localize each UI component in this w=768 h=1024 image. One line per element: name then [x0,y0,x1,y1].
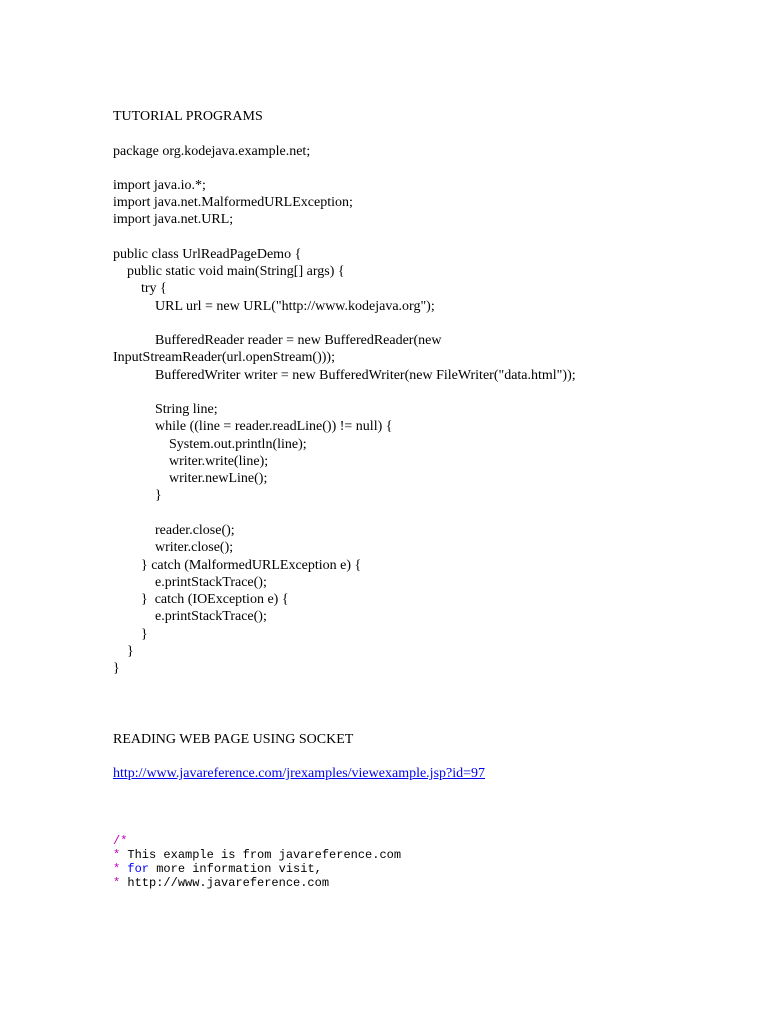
code-line: } [113,488,162,503]
comment-line [113,848,401,862]
code-line: InputStreamReader(url.openStream())); [113,350,335,365]
code-line: import java.net.URL; [113,212,234,227]
code-line: e.printStackTrace(); [113,575,267,590]
section-heading-reading-web-page: READING WEB PAGE USING SOCKET [113,732,354,747]
code-line: } catch (MalformedURLException e) { [113,558,362,573]
comment-open: /* [113,834,128,848]
comment-line [113,834,127,848]
code-line: BufferedReader reader = new BufferedReader(new [113,333,442,348]
code-line: } [113,661,120,676]
code-line: BufferedWriter writer = new BufferedWriter(new FileWriter("data.html")); [113,368,576,383]
code-line: public static void main(String[] args) { [113,264,345,279]
comment-line [113,862,322,876]
code-line: import java.net.MalformedURLException; [113,195,353,210]
javareference-link[interactable]: http://www.javareference.com/jrexamples/viewexample.jsp?id=97 [113,766,486,781]
code-line: import java.io.*; [113,178,206,193]
code-line: writer.newLine(); [113,471,268,486]
code-line: writer.close(); [113,540,234,555]
comment-line [113,876,329,890]
code-line: e.printStackTrace(); [113,609,267,624]
comment-text: http://www.javareference.com [120,876,330,890]
code-line: } [113,627,148,642]
section-heading-tutorial-programs: TUTORIAL PROGRAMS [113,109,263,124]
code-line: } catch (IOException e) { [113,592,289,607]
code-line: reader.close(); [113,523,235,538]
code-line: String line; [113,402,218,417]
comment-star: * [113,862,121,876]
code-line: URL url = new URL("http://www.kodejava.org"); [113,299,435,314]
comment-star: * [113,848,121,862]
comment-text: This example is from javareference.com [120,848,402,862]
keyword-for: for [127,862,150,876]
code-line: while ((line = reader.readLine()) != null) { [113,419,393,434]
code-line: } [113,644,134,659]
code-line: package org.kodejava.example.net; [113,144,311,159]
code-line: try { [113,281,167,296]
code-line: System.out.println(line); [113,437,307,452]
code-line: writer.write(line); [113,454,269,469]
comment-star: * [113,876,121,890]
comment-text: more information visit, [149,862,322,876]
code-line: public class UrlReadPageDemo { [113,247,302,262]
